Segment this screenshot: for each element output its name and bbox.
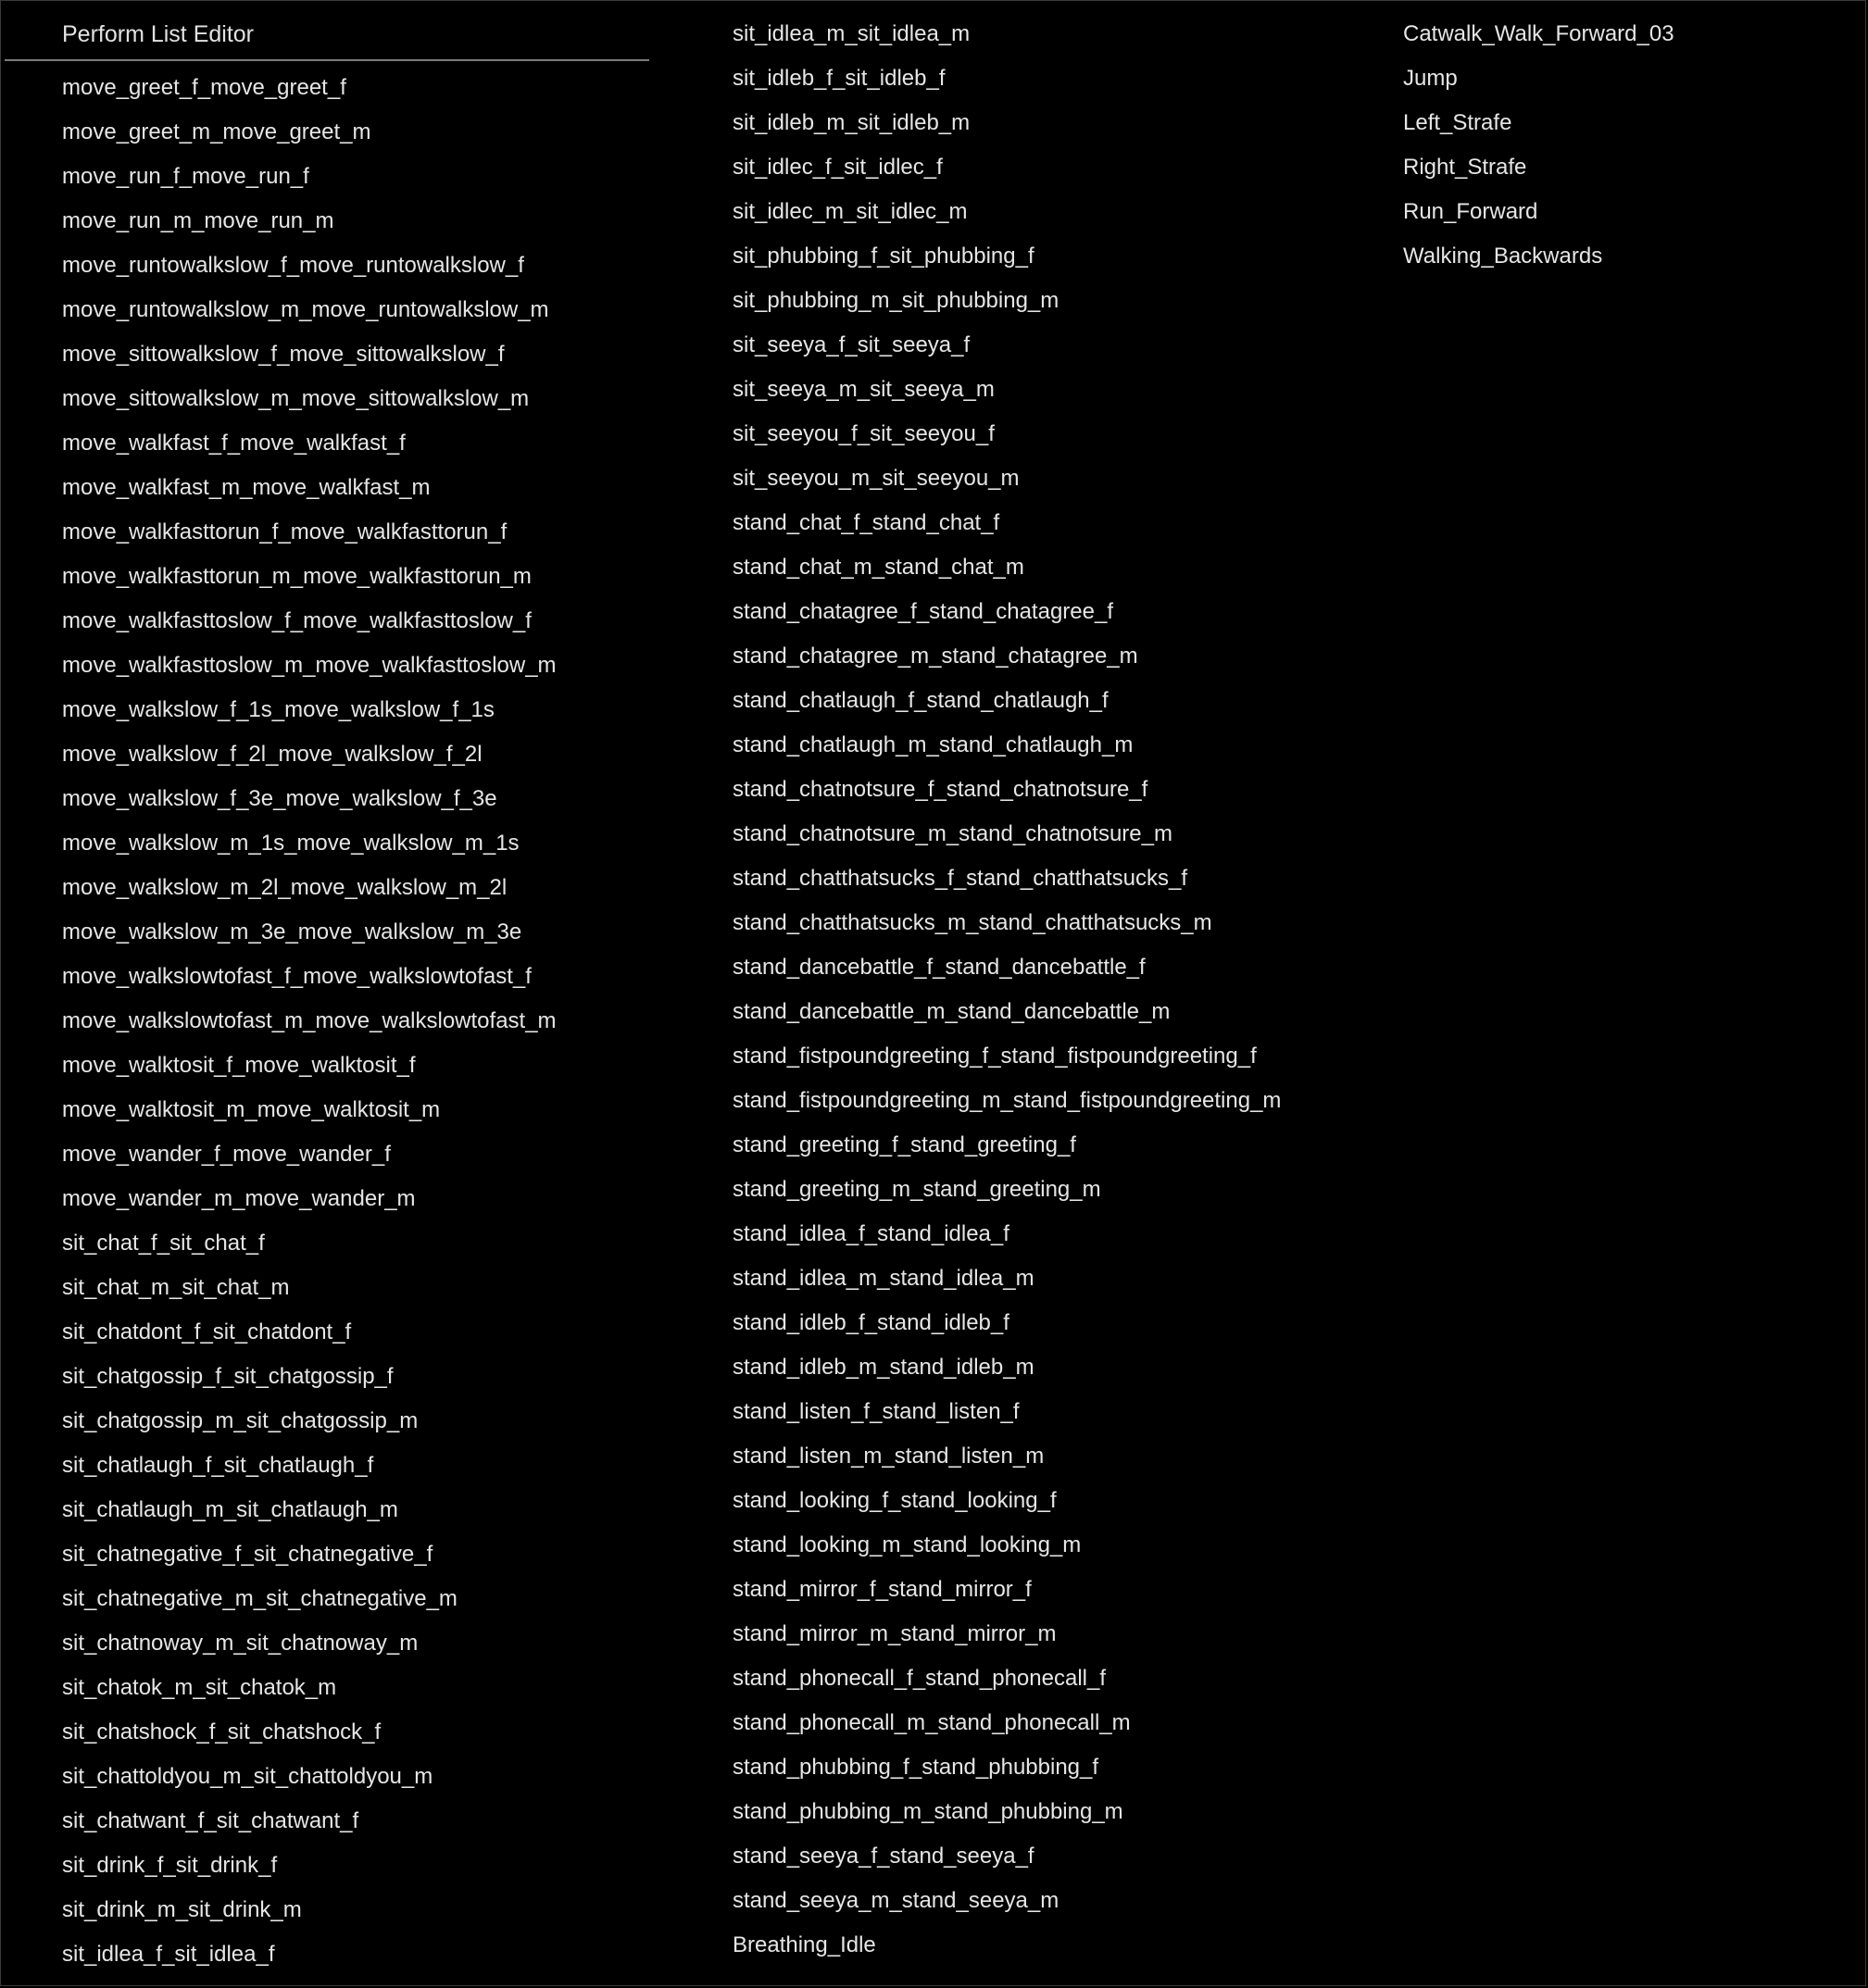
list-item[interactable]: Catwalk_Walk_Forward_03 (1403, 21, 1674, 46)
list-item[interactable]: stand_idleb_f_stand_idleb_f (733, 1310, 1009, 1335)
list-item[interactable]: Run_Forward (1403, 199, 1538, 224)
list-item[interactable]: Jump (1403, 66, 1458, 91)
list-item[interactable]: move_walkfasttorun_m_move_walkfasttorun_m (62, 564, 532, 589)
list-item[interactable]: move_wander_f_move_wander_f (62, 1142, 391, 1167)
list-item[interactable]: stand_greeting_m_stand_greeting_m (733, 1177, 1101, 1202)
list-item[interactable]: stand_phubbing_f_stand_phubbing_f (733, 1755, 1099, 1780)
perform-list-column-2 (733, 12, 1281, 1968)
list-item[interactable]: move_run_f_move_run_f (62, 164, 309, 189)
list-item[interactable]: stand_chatthatsucks_f_stand_chatthatsucks_f (733, 866, 1187, 891)
list-item[interactable]: sit_chatnegative_f_sit_chatnegative_f (62, 1542, 433, 1567)
list-item[interactable]: move_walkfasttoslow_m_move_walkfasttoslow_m (62, 653, 557, 678)
list-item[interactable]: sit_seeya_m_sit_seeya_m (733, 377, 995, 402)
list-item[interactable]: sit_seeyou_f_sit_seeyou_f (733, 421, 995, 446)
list-item[interactable]: stand_chatagree_m_stand_chatagree_m (733, 644, 1138, 669)
list-item[interactable]: move_runtowalkslow_m_move_runtowalkslow_m (62, 297, 549, 322)
list-item[interactable]: sit_seeya_f_sit_seeya_f (733, 332, 971, 357)
list-item[interactable]: stand_chatnotsure_m_stand_chatnotsure_m (733, 821, 1172, 846)
list-item[interactable]: sit_chatshock_f_sit_chatshock_f (62, 1719, 382, 1744)
list-item[interactable]: move_walkslowtofast_f_move_walkslowtofast_f (62, 964, 532, 989)
list-item[interactable]: stand_chat_m_stand_chat_m (733, 555, 1024, 580)
list-item[interactable]: move_sittowalkslow_f_move_sittowalkslow_f (62, 342, 505, 367)
list-item[interactable]: stand_looking_m_stand_looking_m (733, 1532, 1082, 1557)
list-item[interactable]: Right_Strafe (1403, 155, 1527, 180)
list-item[interactable]: stand_chatnotsure_f_stand_chatnotsure_f (733, 777, 1148, 802)
list-item[interactable]: stand_mirror_m_stand_mirror_m (733, 1621, 1057, 1646)
list-item[interactable]: sit_seeyou_m_sit_seeyou_m (733, 466, 1020, 491)
list-item[interactable]: Walking_Backwards (1403, 244, 1603, 269)
list-item[interactable]: stand_chatlaugh_m_stand_chatlaugh_m (733, 732, 1134, 757)
list-item[interactable]: move_walkslow_m_3e_move_walkslow_m_3e (62, 919, 522, 944)
list-item[interactable]: sit_drink_m_sit_drink_m (62, 1897, 302, 1922)
list-item[interactable]: sit_idlea_m_sit_idlea_m (733, 21, 971, 46)
list-item[interactable]: sit_idlec_f_sit_idlec_f (733, 155, 943, 180)
list-item[interactable]: move_sittowalkslow_m_move_sittowalkslow_m (62, 386, 530, 411)
list-item[interactable]: move_runtowalkslow_f_move_runtowalkslow_f (62, 253, 524, 278)
list-item[interactable]: stand_seeya_m_stand_seeya_m (733, 1888, 1059, 1913)
list-item[interactable]: stand_mirror_f_stand_mirror_f (733, 1577, 1032, 1602)
list-item[interactable]: sit_chatok_m_sit_chatok_m (62, 1675, 337, 1700)
list-item[interactable]: stand_phubbing_m_stand_phubbing_m (733, 1799, 1123, 1824)
list-item[interactable]: sit_chatlaugh_f_sit_chatlaugh_f (62, 1453, 374, 1478)
list-item[interactable]: move_walktosit_m_move_walktosit_m (62, 1097, 441, 1122)
list-item[interactable]: sit_idlec_m_sit_idlec_m (733, 199, 968, 224)
list-item[interactable]: sit_chatlaugh_m_sit_chatlaugh_m (62, 1497, 398, 1522)
list-item[interactable]: stand_fistpoundgreeting_f_stand_fistpoundgreeting_f (733, 1044, 1257, 1069)
list-item[interactable]: sit_idleb_f_sit_idleb_f (733, 66, 946, 91)
list-item[interactable]: sit_chattoldyou_m_sit_chattoldyou_m (62, 1764, 433, 1789)
list-item[interactable]: sit_chat_m_sit_chat_m (62, 1275, 290, 1300)
list-item[interactable]: move_walktosit_f_move_walktosit_f (62, 1053, 416, 1078)
title-divider (5, 59, 649, 61)
list-item[interactable]: sit_chatdont_f_sit_chatdont_f (62, 1319, 352, 1344)
list-item[interactable]: move_walkslow_f_2l_move_walkslow_f_2l (62, 742, 483, 767)
perform-list-column-1 (62, 66, 557, 1977)
list-item[interactable]: move_walkfasttorun_f_move_walkfasttorun_f (62, 519, 508, 544)
list-item[interactable]: stand_fistpoundgreeting_m_stand_fistpoundgreeting_m (733, 1088, 1282, 1113)
list-item[interactable]: sit_chat_f_sit_chat_f (62, 1231, 265, 1256)
list-item[interactable]: sit_chatgossip_m_sit_chatgossip_m (62, 1408, 419, 1433)
list-item[interactable]: move_run_m_move_run_m (62, 208, 334, 233)
list-item[interactable]: move_walkslow_f_1s_move_walkslow_f_1s (62, 697, 495, 722)
perform-list-column-3 (1403, 12, 1674, 279)
list-item[interactable]: stand_dancebattle_m_stand_dancebattle_m (733, 999, 1171, 1024)
list-item[interactable]: stand_looking_f_stand_looking_f (733, 1488, 1057, 1513)
list-item[interactable]: sit_drink_f_sit_drink_f (62, 1853, 278, 1878)
list-item[interactable]: stand_greeting_f_stand_greeting_f (733, 1132, 1076, 1157)
list-item[interactable]: move_walkslow_f_3e_move_walkslow_f_3e (62, 786, 497, 811)
list-item[interactable]: stand_chatlaugh_f_stand_chatlaugh_f (733, 688, 1109, 713)
list-item[interactable]: Left_Strafe (1403, 110, 1512, 135)
list-item[interactable]: sit_chatgossip_f_sit_chatgossip_f (62, 1364, 394, 1389)
list-item[interactable]: move_greet_m_move_greet_m (62, 119, 371, 144)
list-item[interactable]: stand_chat_f_stand_chat_f (733, 510, 1000, 535)
list-item[interactable]: move_walkfast_m_move_walkfast_m (62, 475, 431, 500)
list-item[interactable]: sit_chatwant_f_sit_chatwant_f (62, 1808, 359, 1833)
list-item[interactable]: stand_seeya_f_stand_seeya_f (733, 1844, 1034, 1869)
list-item[interactable]: sit_chatnegative_m_sit_chatnegative_m (62, 1586, 458, 1611)
list-item[interactable]: sit_idlea_f_sit_idlea_f (62, 1942, 275, 1967)
list-item[interactable]: move_wander_m_move_wander_m (62, 1186, 416, 1211)
list-item[interactable]: move_walkslow_m_1s_move_walkslow_m_1s (62, 831, 520, 856)
list-item[interactable]: move_walkfast_f_move_walkfast_f (62, 431, 406, 456)
list-item[interactable]: stand_dancebattle_f_stand_dancebattle_f (733, 955, 1146, 980)
list-item[interactable]: move_walkfasttoslow_f_move_walkfasttoslow_f (62, 608, 532, 633)
list-item[interactable]: move_walkslowtofast_m_move_walkslowtofast_m (62, 1008, 557, 1033)
list-item[interactable]: stand_phonecall_m_stand_phonecall_m (733, 1710, 1131, 1735)
list-item[interactable]: sit_phubbing_f_sit_phubbing_f (733, 244, 1034, 269)
list-item[interactable]: sit_idleb_m_sit_idleb_m (733, 110, 971, 135)
list-item[interactable]: sit_chatnoway_m_sit_chatnoway_m (62, 1631, 419, 1656)
list-item[interactable]: stand_idleb_m_stand_idleb_m (733, 1355, 1034, 1380)
list-item[interactable]: stand_listen_f_stand_listen_f (733, 1399, 1020, 1424)
list-item[interactable]: move_greet_f_move_greet_f (62, 75, 346, 100)
list-item[interactable]: stand_idlea_f_stand_idlea_f (733, 1221, 1009, 1246)
list-item[interactable]: sit_phubbing_m_sit_phubbing_m (733, 288, 1059, 313)
list-item[interactable]: Breathing_Idle (733, 1932, 876, 1957)
list-item[interactable]: stand_chatthatsucks_m_stand_chatthatsucks_m (733, 910, 1212, 935)
window-title: Perform List Editor (62, 21, 255, 47)
list-item[interactable]: stand_idlea_m_stand_idlea_m (733, 1266, 1034, 1291)
list-item[interactable]: stand_chatagree_f_stand_chatagree_f (733, 599, 1113, 624)
list-item[interactable]: move_walkslow_m_2l_move_walkslow_m_2l (62, 875, 508, 900)
list-item[interactable]: stand_phonecall_f_stand_phonecall_f (733, 1666, 1106, 1691)
list-item[interactable]: stand_listen_m_stand_listen_m (733, 1444, 1045, 1469)
